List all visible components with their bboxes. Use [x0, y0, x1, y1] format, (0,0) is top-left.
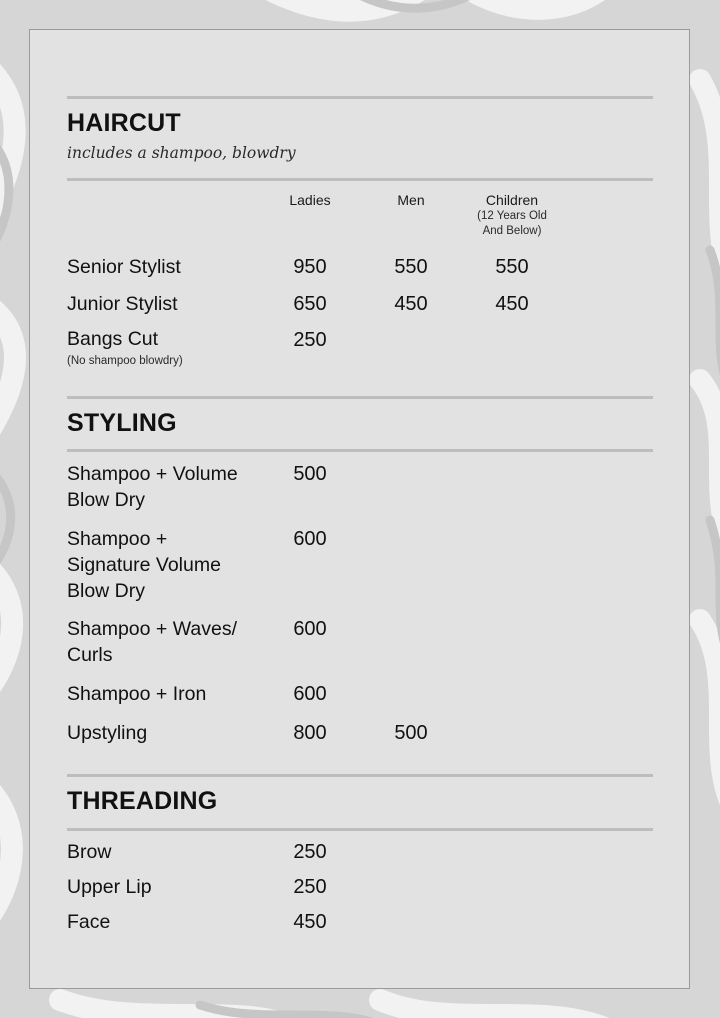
column-header-children: Children — [485, 192, 539, 208]
section-divider — [67, 178, 653, 181]
service-name: Upstyling — [67, 722, 148, 744]
section-divider — [67, 96, 653, 99]
service-name: Bangs Cut — [67, 328, 159, 350]
service-note: (No shampoo blowdry) — [67, 355, 183, 367]
price-children: 450 — [495, 293, 529, 315]
price-ladies: 600 — [293, 528, 327, 550]
price-men: 450 — [394, 293, 428, 315]
service-name: Shampoo + Iron — [67, 683, 207, 705]
children-age-note-line2: And Below) — [482, 225, 542, 237]
service-name: Senior Stylist — [67, 256, 181, 278]
price-children: 550 — [495, 256, 529, 278]
threading-title: THREADING — [67, 787, 218, 815]
price-ladies: 250 — [293, 329, 327, 351]
price-ladies: 500 — [293, 463, 327, 485]
column-header-men: Men — [397, 192, 425, 208]
styling-title: STYLING — [67, 409, 177, 437]
service-name: Junior Stylist — [67, 293, 178, 315]
children-age-note-line1: (12 Years Old — [477, 210, 547, 222]
price-ladies: 800 — [293, 722, 327, 744]
price-ladies: 600 — [293, 618, 327, 640]
price-ladies: 600 — [293, 683, 327, 705]
haircut-title: HAIRCUT — [67, 109, 181, 137]
service-name: Shampoo + Volume Blow Dry — [67, 463, 238, 511]
service-name: Face — [67, 911, 111, 933]
price-ladies: 950 — [293, 256, 327, 278]
section-divider — [67, 774, 653, 777]
service-name: Shampoo + Waves/ Curls — [67, 618, 237, 666]
price-ladies: 650 — [293, 293, 327, 315]
service-name: Brow — [67, 841, 112, 863]
price-ladies: 450 — [293, 911, 327, 933]
service-name: Shampoo + Signature Volume Blow Dry — [67, 528, 221, 602]
column-header-ladies: Ladies — [289, 192, 331, 208]
section-divider — [67, 396, 653, 399]
section-divider — [67, 449, 653, 452]
price-men: 500 — [394, 722, 428, 744]
service-name: Upper Lip — [67, 876, 152, 898]
section-divider — [67, 828, 653, 831]
price-ladies: 250 — [293, 876, 327, 898]
haircut-subtitle: includes a shampoo, blowdry — [67, 144, 296, 162]
price-ladies: 250 — [293, 841, 327, 863]
price-men: 550 — [394, 256, 428, 278]
